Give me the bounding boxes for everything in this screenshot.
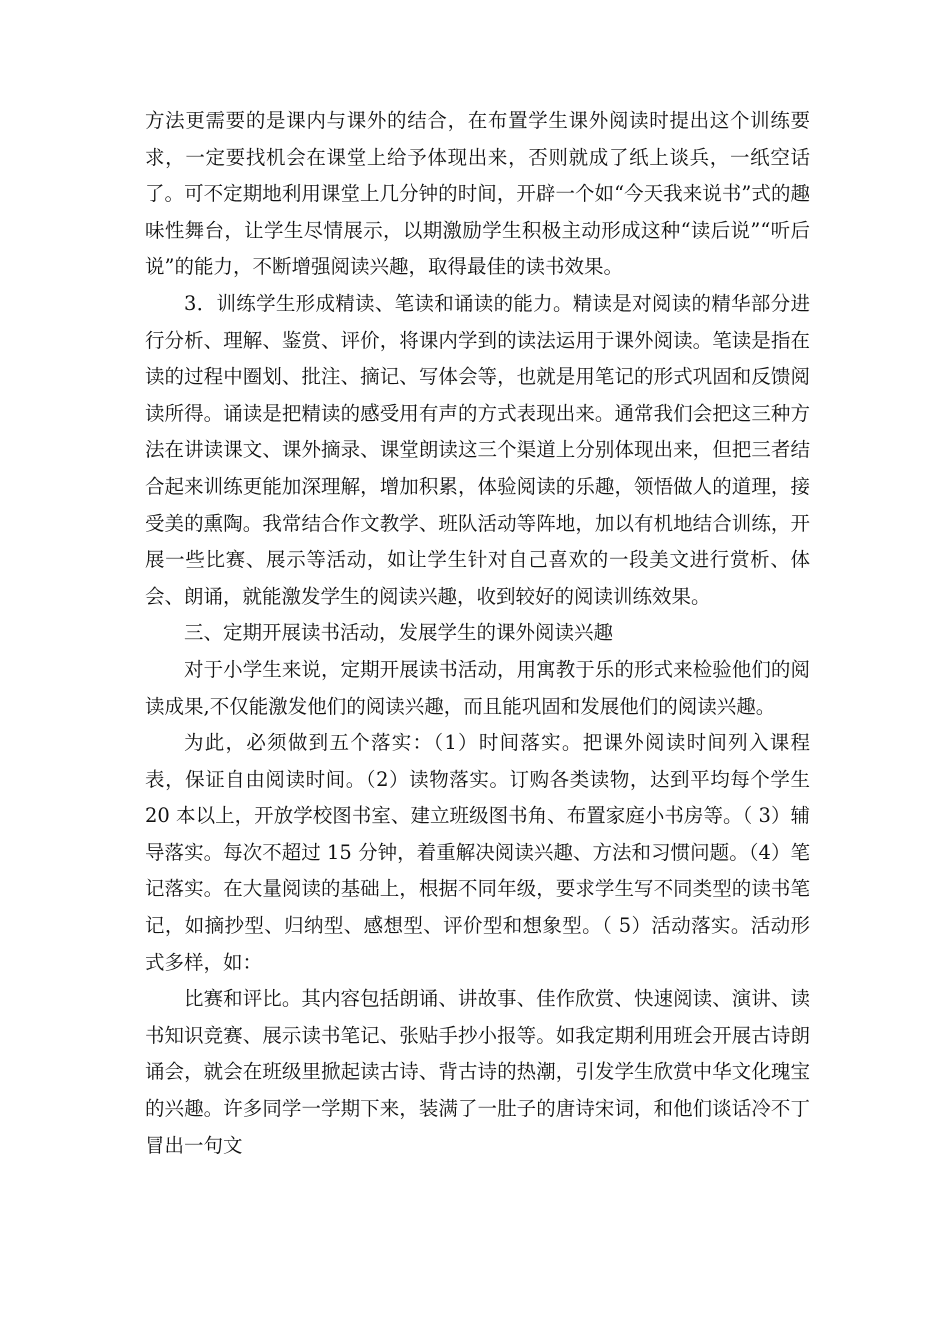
paragraph-continuation: 方法更需要的是课内与课外的结合，在布置学生课外阅读时提出这个训练要求，一定要找机会在课堂上给予体现出来，否则就成了纸上谈兵，一纸空话了。可不定期地利用课堂上几分钟的时间，开辟一个如“今天我来说书”式的趣味性舞台，让学生尽情展示，以期激励学生积极主动形成这种“读后说”“听后说”的能力，不断增强阅读兴趣，取得最佳的读书效果。	[145, 109, 810, 279]
paragraph-competitions: 比赛和评比。其内容包括朗诵、讲故事、佳作欣赏、快速阅读、演讲、读书知识竞赛、展示读书笔记、张贴手抄小报等。如我定期利用班会开展古诗朗诵会，就会在班级里掀起读古诗、背古诗的热潮，引发学生欣赏中华文化瑰宝的兴趣。许多同学一学期下来，装满了一肚子的唐诗宋词，和他们谈话冷不丁冒出一句文	[145, 987, 810, 1157]
paragraph-training-item-3: 3．训练学生形成精读、笔读和诵读的能力。精读是对阅读的精华部分进行分析、理解、鉴赏、评价，将课内学到的读法运用于课外阅读。笔读是指在读的过程中圈划、批注、摘记、写体会等，也就是用笔记的形式巩固和反馈阅读所得。诵读是把精读的感受用有声的方式表现出来。通常我们会把这三种方法在讲读课文、课外摘录、课堂朗读这三个渠道上分别体现出来，但把三者结合起来训练更能加深理解，增加积累，体验阅读的乐趣，领悟做人的道理，接受美的熏陶。我常结合作文教学、班队活动等阵地，加以有机地结合训练，开展一些比赛、展示等活动，如让学生针对自己喜欢的一段美文进行赏析、体会、朗诵，就能激发学生的阅读兴趣，收到较好的阅读训练效果。	[145, 291, 810, 608]
document-body	[145, 103, 810, 1164]
paragraph-reading-activities: 对于小学生来说，定期开展读书活动，用寓教于乐的形式来检验他们的阅读成果,不仅能激发他们的阅读兴趣，而且能巩固和发展他们的阅读兴趣。	[145, 657, 810, 718]
paragraph-five-implementations: 为此，必须做到五个落实：（1）时间落实。把课外阅读时间列入课程表，保证自由阅读时间。（2）读物落实。订购各类读物，达到平均每个学生 20 本以上，开放学校图书室、建立班级图书角、布置家庭小书房等。（ 3）辅导落实。每次不超过 15 分钟，着重解决阅读兴趣、方法和习惯问题。（4）笔记落实。在大量阅读的基础上，根据不同年级，要求学生写不同类型的读书笔记，如摘抄型、归纳型、感想型、评价型和想象型。（ 5）活动落实。活动形式多样，如：	[145, 731, 810, 974]
section-heading-3: 三、定期开展读书活动，发展学生的课外阅读兴趣	[184, 621, 614, 645]
